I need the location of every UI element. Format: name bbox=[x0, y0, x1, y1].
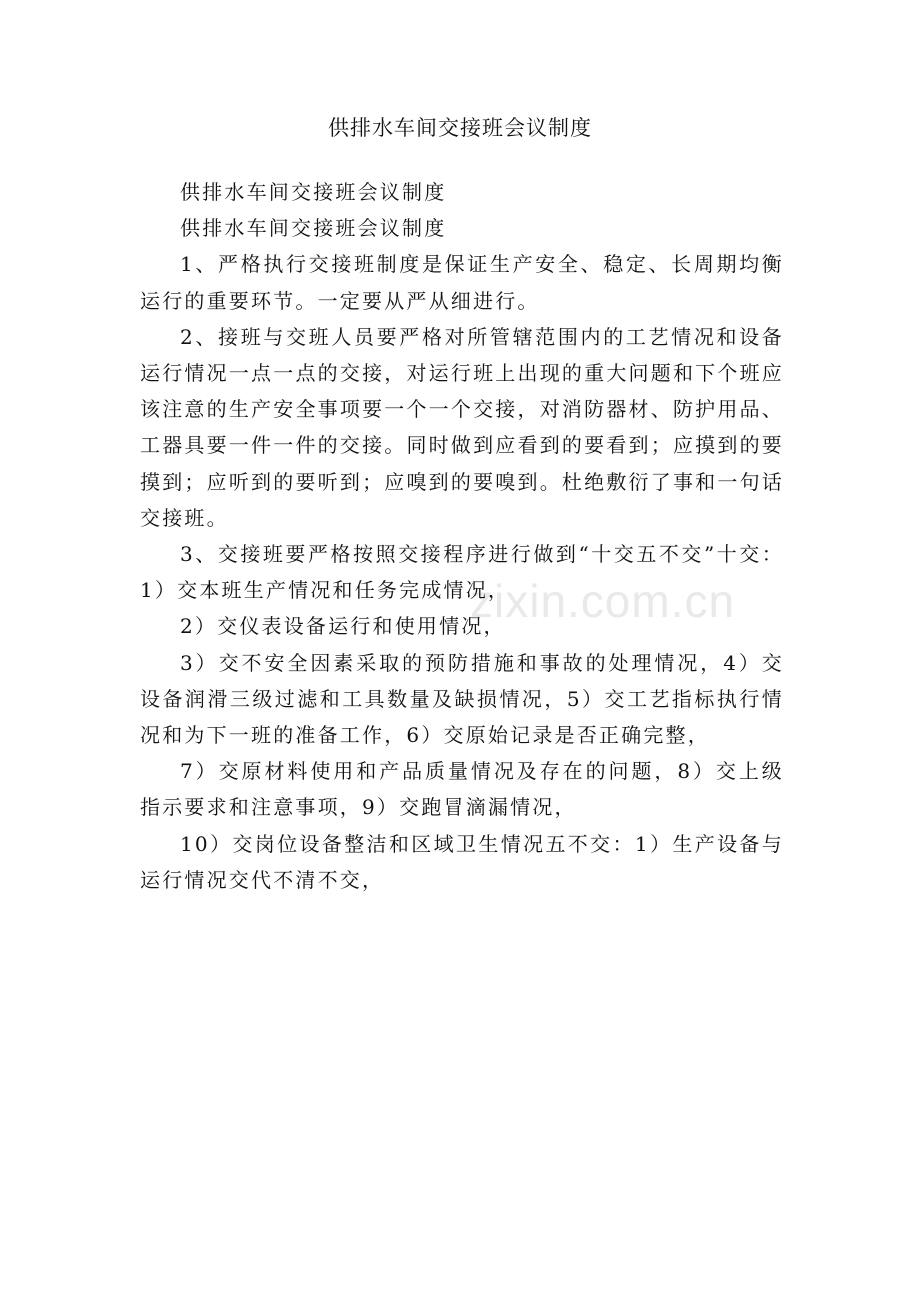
watermark-text: zixin.com.cn bbox=[470, 575, 736, 627]
paragraph-subtitle-1: 供排水车间交接班会议制度 bbox=[180, 180, 447, 204]
document-body bbox=[140, 174, 784, 898]
paragraph-subtitle-2: 供排水车间交接班会议制度 bbox=[180, 216, 447, 241]
document-title: 供排水车间交接班会议制度 bbox=[328, 116, 592, 140]
paragraph-item-3-7: 7）交原材料使用和产品质量情况及存在的问题，8）交上级指示要求和注意事项，9）交跑冒滴漏情况， bbox=[140, 759, 784, 820]
paragraph-item-3: 3、交接班要严格按照交接程序进行做到“十交五不交”十交：1）交本班生产情况和任务完成情况， bbox=[140, 542, 784, 603]
paragraph-item-1: 1、严格执行交接班制度是保证生产安全、稳定、长周期均衡运行的重要环节。一定要从严从细进行。 bbox=[140, 252, 784, 313]
paragraph-item-3-2: 2）交仪表设备运行和使用情况， bbox=[180, 614, 506, 639]
paragraph-item-2: 2、接班与交班人员要严格对所管辖范围内的工艺情况和设备运行情况一点一点的交接，对运行班上出现的重大问题和下个班应该注意的生产安全事项要一个一个交接，对消防器材、防护用品、工器具要一件一件的交接。同时做到应看到的要看到；应摸到的要摸到；应听到的要听到；应嗅到的要嗅到。杜绝敷衍了事和一句话交接班。 bbox=[140, 324, 784, 530]
paragraph-item-3-3: 3）交不安全因素采取的预防措施和事故的处理情况，4）交设备润滑三级过滤和工具数量及缺损情况，5）交工艺指标执行情况和为下一班的准备工作，6）交原始记录是否正确完整， bbox=[140, 650, 784, 748]
paragraph-item-3-10: 10）交岗位设备整洁和区域卫生情况五不交：1）生产设备与运行情况交代不清不交， bbox=[140, 831, 784, 892]
